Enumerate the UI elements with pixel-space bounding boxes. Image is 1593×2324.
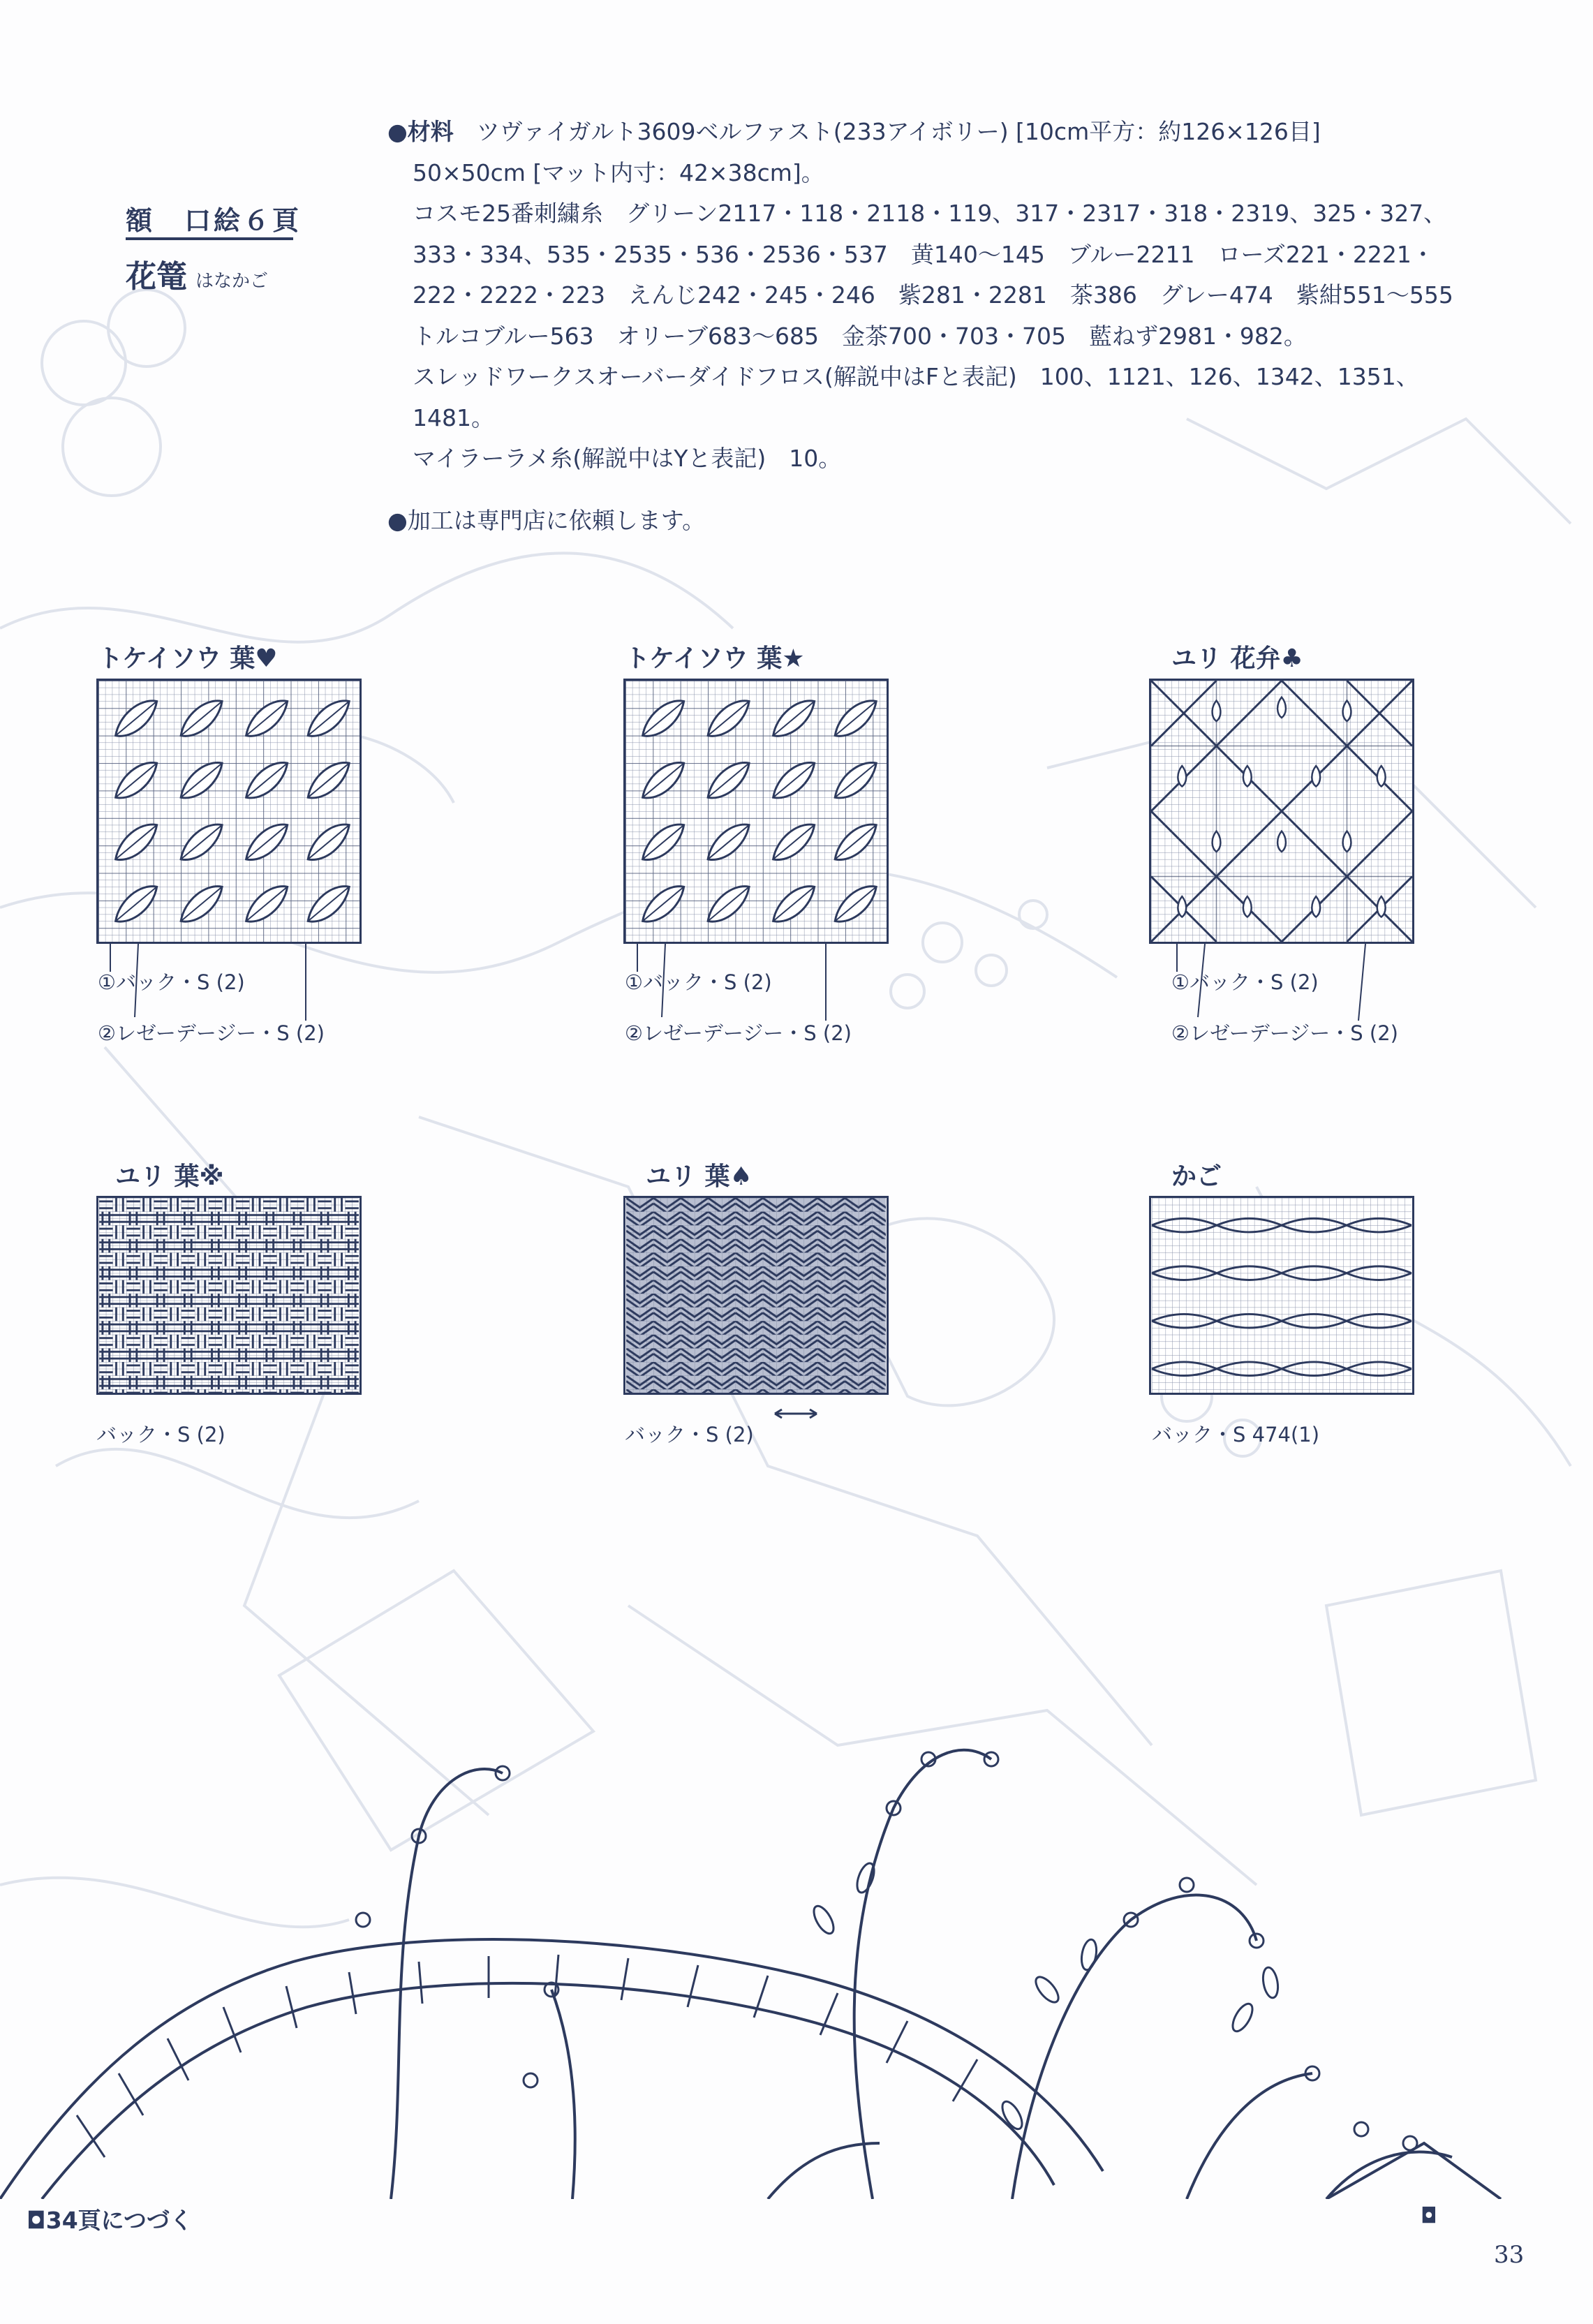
- pattern-label: ②レゼーデージー・S (2): [1171, 1021, 1398, 1045]
- continue-note: ◘34頁につづく: [27, 2207, 193, 2234]
- processing-note: ●加工は専門店に依頼します。: [387, 507, 706, 534]
- materials-line: コスモ25番刺繍糸 グリーン2117・118・2118・119、317・2317・318・2319、325・327、: [413, 200, 1447, 227]
- materials-line: 333・334、535・2535・536・2536・537 黄140〜145 ブルー2211 ローズ221・2221・: [413, 240, 1435, 268]
- pattern-diagram-passionflower-leaf-star: [623, 679, 889, 944]
- rope-and-flowers-illustration: [0, 1627, 1593, 2199]
- materials-text: ツヴァイガルト3609ベルファスト(233アイボリー) [10cm平方：約126×126目]: [476, 118, 1321, 145]
- materials-line: スレッドワークスオーバーダイドフロス(解説中はFと表記) 100、1121、126、1342、1351、: [413, 363, 1419, 390]
- pattern-title: かご: [1171, 1162, 1222, 1191]
- page-title: [126, 251, 268, 296]
- pattern-label: バック・S 474(1): [1152, 1423, 1320, 1446]
- materials-bullet: ●材料: [387, 118, 454, 145]
- title-ruby: はなかご: [195, 271, 269, 292]
- pattern-diagram-lily-petal: [1149, 679, 1414, 944]
- pattern-label: ①バック・S (2): [1171, 970, 1319, 994]
- materials-line: マイラーラメ糸(解説中はYと表記) 10。: [413, 445, 842, 472]
- pattern-title: トケイソウ 葉★: [625, 644, 805, 673]
- page-number: 33: [1494, 2241, 1525, 2269]
- header-underline: [126, 237, 293, 240]
- materials-line: トルコブルー563 オリーブ683〜685 金茶700・703・705 藍ねず2981・982。: [413, 322, 1307, 350]
- pattern-label: ②レゼーデージー・S (2): [98, 1021, 325, 1045]
- pattern-diagram-passionflower-leaf-heart: [96, 679, 362, 944]
- pattern-label: バック・S (2): [625, 1423, 754, 1446]
- pattern-label: ①バック・S (2): [625, 970, 772, 994]
- pattern-label: ①バック・S (2): [98, 970, 245, 994]
- pattern-diagram-lily-leaf-kome: [96, 1196, 362, 1395]
- pattern-title: ユリ 葉♠: [646, 1162, 753, 1191]
- materials-line: 1481。: [413, 404, 494, 431]
- materials-block: [387, 112, 1453, 480]
- pattern-title: トケイソウ 葉♥: [98, 644, 278, 673]
- frame-label: 額 口絵６頁: [126, 205, 302, 236]
- title-text: 花篭: [126, 259, 187, 295]
- materials-line: [387, 112, 1453, 153]
- pattern-label: バック・S (2): [96, 1423, 225, 1446]
- pattern-title: ユリ 花弁♣: [1171, 644, 1303, 673]
- pattern-label: ②レゼーデージー・S (2): [625, 1021, 852, 1045]
- pattern-diagram-basket: [1149, 1196, 1414, 1395]
- pattern-diagram-lily-leaf-spade: [623, 1196, 889, 1395]
- materials-line: 222・2222・223 えんじ242・245・246 紫281・2281 茶386 グレー474 紫紺551〜555: [413, 281, 1453, 309]
- materials-line: 50×50cm [マット内寸：42×38cm]。: [413, 158, 824, 186]
- pattern-title: ユリ 葉※: [115, 1162, 224, 1191]
- double-arrow-icon: [771, 1407, 820, 1421]
- end-mark-icon: ◘: [1421, 2204, 1437, 2228]
